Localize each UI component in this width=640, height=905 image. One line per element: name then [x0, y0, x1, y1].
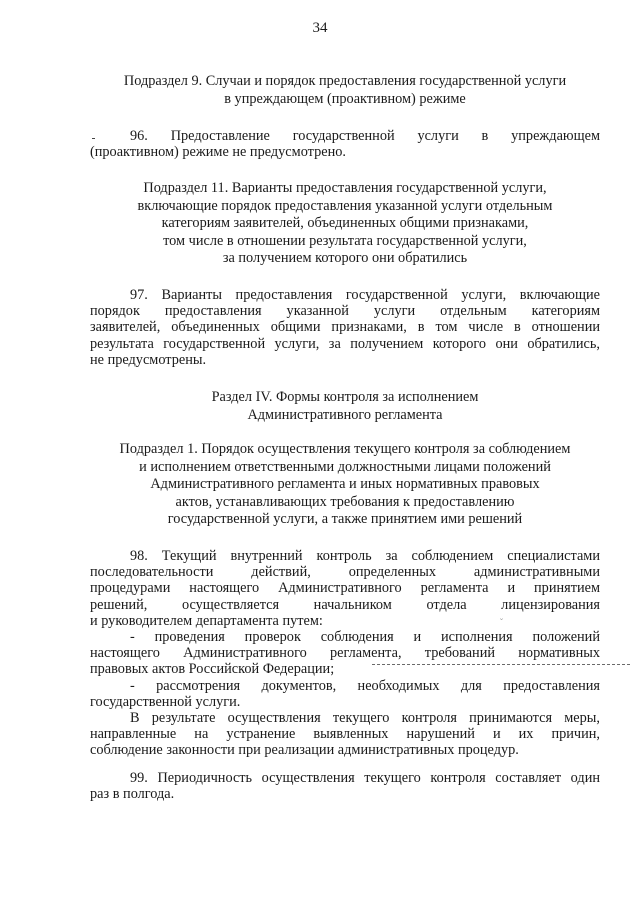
paragraph-line: последовательности действий, определенных административными [90, 564, 600, 581]
scan-dashed-line [372, 664, 630, 665]
page-number: 34 [312, 20, 328, 36]
paragraph-line: направленные на устранение выявленных нарушений и их причин, [90, 726, 600, 743]
paragraph-line: 96. Предоставление государственной услуги в упреждающем [130, 128, 600, 144]
paragraph-line: 98. Текущий внутренний контроль за соблюдением специалистами [130, 548, 600, 564]
paragraph-line: процедурами настоящего Административного регламента и принятием [90, 580, 600, 597]
heading-line: за получением которого они обратились [222, 250, 468, 266]
paragraph-line: заявителей, объединенных общими признаками, в том числе в отношении [90, 319, 600, 336]
heading-line: Административного регламента и иных нормативных правовых [150, 476, 540, 492]
heading-line: государственной услуги, а также принятием ими решений [167, 511, 523, 527]
paragraph-line: не предусмотрены. [90, 351, 207, 368]
paragraph-line: (проактивном) режиме не предусмотрено. [90, 144, 346, 161]
heading-line: Подраздел 9. Случаи и порядок предоставления государственной услуги [123, 73, 567, 89]
heading-line: категориям заявителей, объединенных общими признаками, [161, 215, 529, 231]
paragraph-99 [90, 770, 600, 802]
list-item-line: государственной услуги. [90, 693, 241, 710]
subsection-9-heading [90, 73, 600, 108]
paragraph-line: порядок предоставления указанной услуги отдельным категориям [90, 303, 600, 320]
heading-line: в упреждающем (проактивном) режиме [224, 90, 466, 107]
heading-line: Подраздел 1. Порядок осуществления текущего контроля за соблюдением [119, 441, 571, 457]
list-item-line: - проведения проверок соблюдения и исполнения положений [130, 629, 600, 646]
paragraph-line: 99. Периодичность осуществления текущего контроля составляет один [130, 770, 600, 786]
paragraph-line: и руководителем департамента путем: [90, 612, 323, 629]
paragraph-98 [90, 548, 600, 759]
heading-line: Административного регламента [247, 406, 443, 423]
paragraph-line: решений, осуществляется начальником отдела лицензирования [90, 596, 600, 613]
paragraph-line: результата государственной услуги, за получением которого они обратились, [90, 335, 600, 352]
heading-line: Раздел IV. Формы контроля за исполнением [211, 389, 479, 405]
subsection-11-heading [90, 180, 600, 268]
heading-line: актов, устанавливающих требования к предоставлению [175, 493, 515, 510]
paragraph-line: раз в полгода. [90, 786, 175, 803]
paragraph-line: В результате осуществления текущего контроля принимаются меры, [130, 710, 600, 727]
list-item-line: настоящего Административного регламента, требований нормативных [90, 645, 600, 662]
heading-line: включающие порядок предоставления указанной услуги отдельным [137, 197, 553, 214]
subsection-1-heading [90, 441, 600, 529]
paragraph-line: 97. Варианты предоставления государственной услуги, включающие [130, 287, 600, 303]
scan-speck: ˘ [500, 617, 503, 627]
paragraph-97 [90, 287, 600, 368]
heading-line: Подраздел 11. Варианты предоставления государственной услуги, [143, 180, 547, 196]
heading-line: том числе в отношении результата государственной услуги, [163, 232, 527, 249]
paragraph-96 [90, 128, 600, 160]
list-item-line: правовых актов Российской Федерации; [90, 661, 335, 678]
paragraph-line: соблюдение законности при реализации административных процедур. [90, 742, 519, 759]
heading-line: и исполнением ответственными должностными лицами положений [139, 458, 551, 475]
section-4-heading [90, 389, 600, 424]
list-item-line: - рассмотрения документов, необходимых для предоставления [130, 677, 600, 694]
